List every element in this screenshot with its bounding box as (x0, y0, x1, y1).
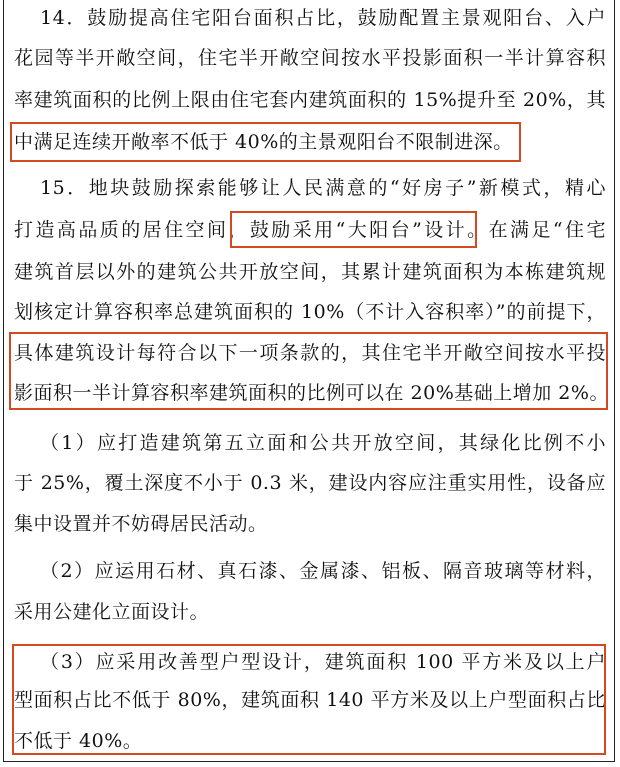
clause3-line-3: 不低于 40%。 (14, 730, 143, 752)
item14-line-3: 率建筑面积的比例上限由住宅套内建筑面积的 15%提升至 20%，其 (14, 89, 606, 111)
item15-line-1: 15．地块鼓励探索能够让人民满意的“好房子”新模式，精心 (40, 177, 606, 199)
clause2-line-2: 采用公建化立面设计。 (14, 601, 210, 623)
clause3-line-1: （3）应采用改善型户型设计，建筑面积 100 平方米及以上户 (40, 651, 606, 673)
item15-line-3: 建筑首层以外的建筑公共开放空间，其累计建筑面积为本栋建筑规 (14, 261, 606, 283)
item14-line-4: 中满足连续开敞率不低于 40%的主景观阳台不限制进深。 (14, 131, 513, 153)
clause1-line-2: 于 25%，覆土深度不小于 0.3 米，建设内容应注重实用性，设备应 (14, 472, 606, 494)
item15-line-5: 具体建筑设计每符合以下一项条款的，其住宅半开敞空间按水平投 (14, 342, 606, 364)
clause1-line-3: 集中设置并不妨碍居民活动。 (14, 513, 268, 535)
item14-line-1: 14．鼓励提高住宅阳台面积占比，鼓励配置主景观阳台、入户 (40, 7, 606, 29)
item15-line-6: 影面积一半计算容积率建筑面积的比例可以在 20%基础上增加 2%。 (14, 382, 609, 404)
clause1-line-1: （1）应打造建筑第五立面和公共开放空间，其绿化比例不小 (40, 432, 606, 454)
item15-line-4: 划核定计算容积率总建筑面积的 10%（不计入容积率）”的前提下， (14, 301, 606, 323)
clause2-line-1: （2）应运用石材、真石漆、金属漆、铝板、隔音玻璃等材料， (40, 560, 606, 582)
clause3-line-2: 型面积占比不低于 80%，建筑面积 140 平方米及以上户型面积占比 (14, 689, 606, 711)
item15-line-2: 打造高品质的居住空间，鼓励采用“大阳台”设计。在满足“住宅 (14, 219, 606, 241)
item14-line-2: 花园等半开敞空间，住宅半开敞空间按水平投影面积一半计算容积 (14, 47, 606, 69)
